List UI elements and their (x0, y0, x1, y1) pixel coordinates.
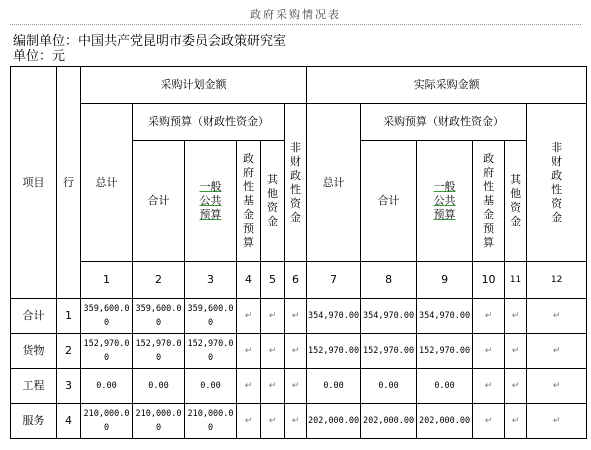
row-item: 合计 (11, 299, 57, 334)
cell-plan-general: 152,970.00 (185, 334, 237, 369)
col-number: 7 (307, 262, 361, 299)
cell-empty: ↵ (473, 299, 505, 334)
col-number: 5 (261, 262, 285, 299)
cell-empty: ↵ (505, 404, 527, 439)
cell-plan-subtotal: 0.00 (133, 369, 185, 404)
header-actual-budget: 采购预算（财政性资金） (361, 104, 527, 141)
col-number: 1 (81, 262, 133, 299)
table-row (11, 334, 587, 369)
col-number: 9 (417, 262, 473, 299)
col-number: 8 (361, 262, 417, 299)
header-plan-gov-fund: 政府性基金预算 (237, 141, 261, 262)
cell-empty: ↵ (285, 369, 307, 404)
cell-empty: ↵ (505, 369, 527, 404)
header-actual-gov-fund: 政府性基金预算 (473, 141, 505, 262)
cell-actual-subtotal: 0.00 (361, 369, 417, 404)
col-number: 11 (505, 262, 527, 299)
col-number: 6 (285, 262, 307, 299)
col-number: 2 (133, 262, 185, 299)
cell-actual-total: 354,970.00 (307, 299, 361, 334)
cell-plan-general: 210,000.00 (185, 404, 237, 439)
row-number: 3 (57, 369, 81, 404)
cell-empty: ↵ (261, 404, 285, 439)
header-plan-non-fiscal: 非财政性资金 (285, 104, 307, 262)
cell-empty: ↵ (473, 404, 505, 439)
header-item: 项目 (11, 67, 57, 299)
cell-actual-general: 354,970.00 (417, 299, 473, 334)
cell-empty: ↵ (505, 334, 527, 369)
cell-empty: ↵ (261, 299, 285, 334)
cell-empty: ↵ (527, 404, 587, 439)
header-plan-subtotal: 合计 (133, 141, 185, 262)
row-item: 工程 (11, 369, 57, 404)
table-row (11, 404, 587, 439)
cell-empty: ↵ (473, 334, 505, 369)
cell-empty: ↵ (237, 369, 261, 404)
header-actual-subtotal: 合计 (361, 141, 417, 262)
header-plan-other-funds: 其他资金 (261, 141, 285, 262)
header-actual-amount: 实际采购金额 (307, 67, 587, 104)
cell-plan-total: 0.00 (81, 369, 133, 404)
cell-plan-general: 0.00 (185, 369, 237, 404)
cell-empty: ↵ (285, 404, 307, 439)
col-number: 12 (527, 262, 587, 299)
compiling-unit: 编制单位：中国共产党昆明市委员会政策研究室 (13, 34, 287, 49)
cell-actual-subtotal: 202,000.00 (361, 404, 417, 439)
cell-actual-general: 152,970.00 (417, 334, 473, 369)
col-number: 4 (237, 262, 261, 299)
table-row (11, 369, 587, 404)
cell-plan-general: 359,600.00 (185, 299, 237, 334)
column-number-row (11, 262, 587, 299)
cell-actual-total: 152,970.00 (307, 334, 361, 369)
header-plan-general-budget: 一般公共预算 (185, 141, 237, 262)
cell-plan-total: 359,600.00 (81, 299, 133, 334)
cell-actual-general: 0.00 (417, 369, 473, 404)
row-number: 1 (57, 299, 81, 334)
document-title: 政府采购情况表 (10, 6, 581, 25)
cell-empty: ↵ (527, 299, 587, 334)
cell-actual-general: 202,000.00 (417, 404, 473, 439)
cell-plan-subtotal: 359,600.00 (133, 299, 185, 334)
cell-plan-subtotal: 152,970.00 (133, 334, 185, 369)
row-number: 4 (57, 404, 81, 439)
table-row (11, 299, 587, 334)
row-number: 2 (57, 334, 81, 369)
header-plan-total: 总计 (81, 104, 133, 262)
header-row: 行 (57, 67, 81, 299)
row-item: 货物 (11, 334, 57, 369)
cell-plan-total: 152,970.00 (81, 334, 133, 369)
cell-actual-subtotal: 152,970.00 (361, 334, 417, 369)
header-actual-general-budget: 一般公共预算 (417, 141, 473, 262)
row-item: 服务 (11, 404, 57, 439)
cell-empty: ↵ (261, 369, 285, 404)
cell-actual-subtotal: 354,970.00 (361, 299, 417, 334)
cell-empty: ↵ (261, 334, 285, 369)
cell-plan-total: 210,000.00 (81, 404, 133, 439)
header-plan-amount: 采购计划金额 (81, 67, 307, 104)
header-actual-total: 总计 (307, 104, 361, 262)
cell-empty: ↵ (237, 334, 261, 369)
cell-empty: ↵ (527, 334, 587, 369)
cell-empty: ↵ (473, 369, 505, 404)
cell-actual-total: 0.00 (307, 369, 361, 404)
cell-empty: ↵ (527, 369, 587, 404)
cell-empty: ↵ (505, 299, 527, 334)
cell-empty: ↵ (285, 299, 307, 334)
cell-empty: ↵ (237, 404, 261, 439)
cell-actual-total: 202,000.00 (307, 404, 361, 439)
procurement-table (10, 66, 587, 439)
cell-empty: ↵ (237, 299, 261, 334)
header-actual-non-fiscal: 非财政性资金 (527, 104, 587, 262)
col-number: 10 (473, 262, 505, 299)
cell-empty: ↵ (285, 334, 307, 369)
header-plan-budget: 采购预算（财政性资金） (133, 104, 285, 141)
header-actual-other-funds: 其他资金 (505, 141, 527, 262)
currency-unit: 单位：元 (13, 49, 66, 64)
col-number: 3 (185, 262, 237, 299)
cell-plan-subtotal: 210,000.00 (133, 404, 185, 439)
